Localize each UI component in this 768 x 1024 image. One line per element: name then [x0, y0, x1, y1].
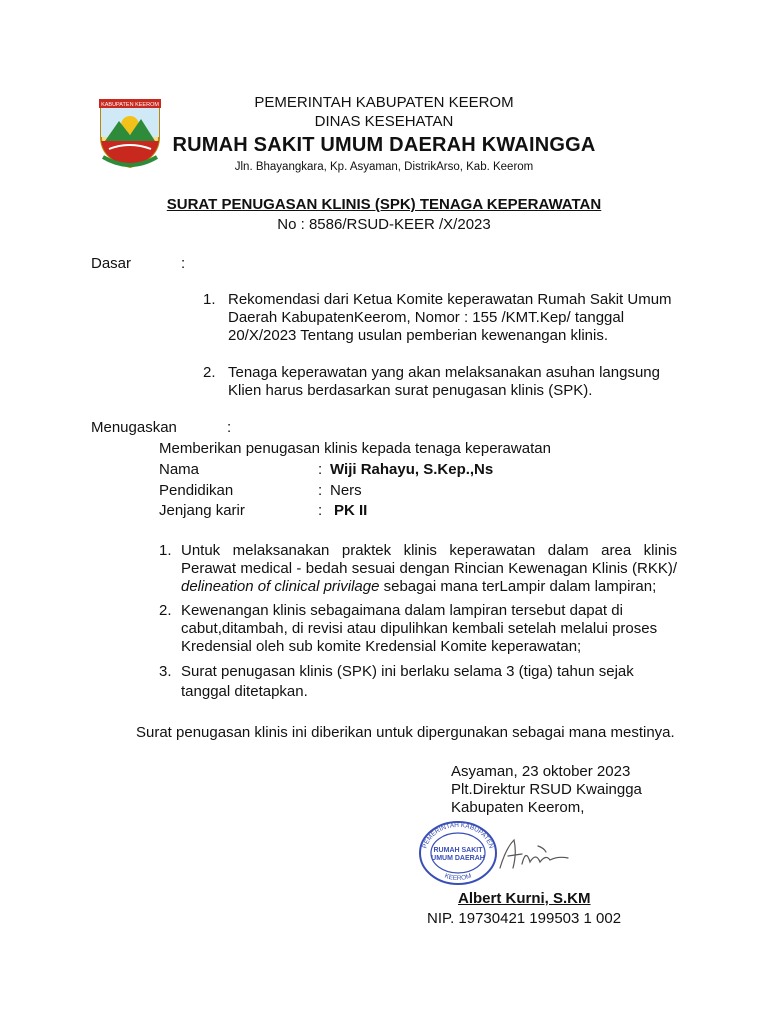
- point-line: cabut,ditambah, di revisi atau dipulihkan kembali setelah melalui proses: [181, 620, 658, 637]
- letter-number: No : 8586/RSUD-KEER /X/2023: [277, 216, 491, 233]
- stamp-center-text: UMUM DAERAH: [431, 855, 485, 862]
- official-stamp: [420, 822, 496, 884]
- point-line: [181, 560, 677, 578]
- point-number: 1.: [159, 542, 172, 559]
- point-line-text: sebagai mana terLampir dalam lampiran;: [379, 578, 657, 595]
- dasar-item-line: Daerah KabupatenKeerom, Nomor : 155 /KMT.Kep/ tanggal: [228, 309, 625, 326]
- dasar-item-number: 2.: [203, 364, 216, 381]
- dasar-item-line: Tenaga keperawatan yang akan melaksanakan asuhan langsung: [228, 364, 660, 381]
- field-value-nama: Wiji Rahayu, S.Kep.,Ns: [330, 461, 494, 478]
- point-line: Kewenangan klinis sebagaimana dalam lampiran tersebut dapat di: [181, 602, 623, 619]
- signature-position: Plt.Direktur RSUD Kwaingga: [451, 781, 642, 798]
- stamp-ring-bottom-text: KEEROM: [443, 872, 473, 883]
- point-number: 2.: [159, 602, 172, 619]
- dasar-item-number: 1.: [203, 291, 216, 308]
- logo-text: KABUPATEN KEEROM: [101, 102, 159, 108]
- field-colon: :: [318, 502, 323, 519]
- point-line: tanggal ditetapkan.: [181, 683, 308, 700]
- point-line-text: Perawat medical - bedah sesuai dengan Rincian Kewenagan Klinis (RKK)/: [181, 560, 677, 577]
- signatory-name: Albert Kurni, S.KM: [458, 890, 591, 907]
- header-department: DINAS KESEHATAN: [314, 113, 454, 130]
- menugaskan-label: Menugaskan: [91, 419, 177, 436]
- field-colon: :: [318, 461, 323, 478]
- handwritten-signature: [500, 840, 568, 868]
- header-hospital-name: RUMAH SAKIT UMUM DAERAH KWAINGGA: [172, 134, 596, 156]
- field-label-nama: Nama: [159, 461, 200, 478]
- svg-text:KEEROM: [444, 873, 473, 883]
- field-value-pendidikan: Ners: [330, 482, 362, 499]
- dasar-label: Dasar: [91, 255, 132, 272]
- letter-title: SURAT PENUGASAN KLINIS (SPK) TENAGA KEPERAWATAN: [166, 196, 602, 213]
- field-colon: :: [318, 482, 323, 499]
- point-number: 3.: [159, 663, 172, 680]
- point-italic-term: delineation of clinical privilage: [181, 578, 380, 595]
- point-line: Surat penugasan klinis (SPK) ini berlaku selama 3 (tiga) tahun sejak: [181, 663, 634, 680]
- header-address: Jln. Bhayangkara, Kp. Asyaman, DistrikArso, Kab. Keerom: [234, 161, 534, 173]
- point-line: [181, 578, 656, 596]
- signature-place-date: Asyaman, 23 oktober 2023: [451, 763, 631, 780]
- closing-statement: Surat penugasan klinis ini diberikan untuk dipergunakan sebagai mana mestinya.: [136, 724, 675, 741]
- field-value-jenjang: PK II: [334, 502, 368, 519]
- menugaskan-colon: :: [227, 419, 232, 436]
- dasar-item-line: 20/X/2023 Tentang usulan pemberian kewenangan klinis.: [228, 327, 608, 344]
- point-line: Kredensial oleh sub komite Kredensial Komite keperawatan;: [181, 638, 582, 655]
- regency-logo: [97, 97, 163, 169]
- point-line: [181, 542, 677, 560]
- field-label-jenjang: Jenjang karir: [159, 502, 245, 519]
- field-label-pendidikan: Pendidikan: [159, 482, 234, 499]
- signatory-nip: NIP. 19730421 199503 1 002: [427, 910, 622, 927]
- dasar-colon: :: [181, 255, 186, 272]
- stamp-center-text: RUMAH SAKIT: [433, 847, 483, 854]
- stamp-and-signature: [418, 818, 613, 888]
- stamp-ring-top-text: PEMERINTAH KABUPATEN: [421, 821, 495, 850]
- signature-region: Kabupaten Keerom,: [451, 799, 585, 816]
- dasar-item-line: Klien harus berdasarkan surat penugasan klinis (SPK).: [228, 382, 593, 399]
- point-line-text: Untuk melaksanakan praktek klinis keperawatan dalam area klinis: [181, 542, 677, 559]
- header-government: PEMERINTAH KABUPATEN KEEROM: [254, 94, 514, 111]
- dasar-item-line: Rekomendasi dari Ketua Komite keperawatan Rumah Sakit Umum: [228, 291, 672, 308]
- menugaskan-intro: Memberikan penugasan klinis kepada tenaga keperawatan: [159, 440, 551, 457]
